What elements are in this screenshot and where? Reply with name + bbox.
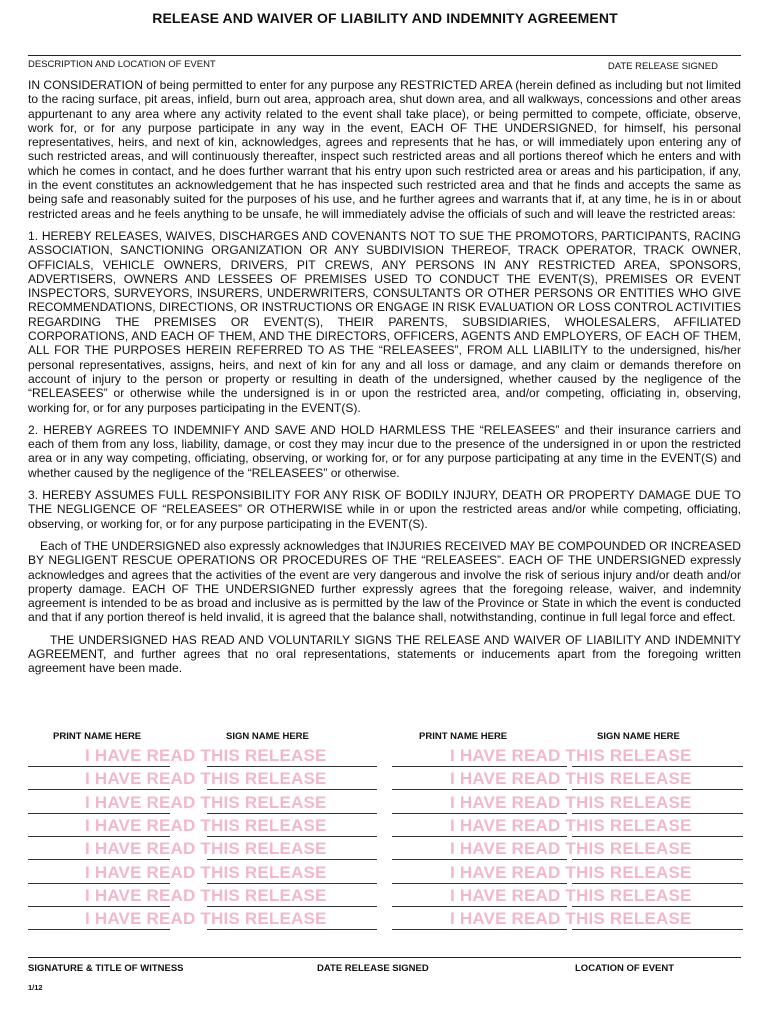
print-name-header-left: PRINT NAME HERE [53,731,142,742]
agreement-body [28,78,741,684]
print-name-line-left[interactable] [28,906,170,907]
print-name-line-right[interactable] [392,836,567,837]
print-name-line-right[interactable] [392,813,567,814]
print-name-line-left[interactable] [28,813,170,814]
date-signed-label: DATE RELEASE SIGNED [607,61,718,72]
print-name-header-right: PRINT NAME HERE [419,731,508,742]
sign-name-header-right: SIGN NAME HERE [597,731,680,742]
witness-signature-line[interactable] [28,957,741,958]
watermark-text: I HAVE READ THIS RELEASE [85,839,327,859]
watermark-text: I HAVE READ THIS RELEASE [85,885,327,905]
watermark-text: I HAVE READ THIS RELEASE [85,909,327,929]
footer-date-label: DATE RELEASE SIGNED [317,963,429,974]
sign-name-line-right[interactable] [572,836,743,837]
print-name-line-left[interactable] [28,766,170,767]
watermark-text: I HAVE READ THIS RELEASE [450,909,692,929]
print-name-line-right[interactable] [392,906,567,907]
watermark-text: I HAVE READ THIS RELEASE [450,769,692,789]
acknowledgement-paragraph: Each of THE UNDERSIGNED also expressly acknowledges that INJURIES RECEIVED MAY BE COMPOUNDED OR INCREASED BY NEGLIGENT RESCUE OPERATIONS OR PROCEDURES OF THE “RELEASEES”. EACH OF THE UNDERSIGNED expressly acknowledges and agrees that the activities of the event are very dangerous and involve the risk of serious injury and/or death and/or property damage. EACH OF THE UNDERSIGNED further expressly agrees that the foregoing release, waiver, and indemnity agreement is intended to be as broad and inclusive as is permitted by the law of the Province or State in which the event is conducted and that if any portion thereof is held invalid, it is agreed that the balance shall, notwithstanding, continue in full legal force and effect. [28,538,741,625]
print-name-line-left[interactable] [28,789,170,790]
sign-name-line-left[interactable] [207,789,377,790]
sign-name-line-right[interactable] [572,813,743,814]
sign-name-line-left[interactable] [207,836,377,837]
event-description-line[interactable] [28,55,741,56]
witness-label: SIGNATURE & TITLE OF WITNESS [28,963,184,974]
print-name-line-right[interactable] [392,859,567,860]
sign-name-line-right[interactable] [572,766,743,767]
release-clause: 1. HEREBY RELEASES, WAIVES, DISCHARGES AND COVENANTS NOT TO SUE THE PROMOTORS, PARTICIPANTS, RACING ASSOCIATION, SANCTIONING ORGANIZATION OR ANY SUBDIVISION THEREOF, TRACK OPERATOR, TRACK OWNER, OFFICIALS, VEHICLE OWNERS, DRIVERS, PIT CREWS, ANY PERSONS IN ANY RESTRICTED AREA, SPONSORS, ADVERTISERS, OWNERS AND LESSEES OF PREMISES USED TO CONDUCT THE EVENT(S), PREMISES OR EVENT INSPECTORS, SURVEYORS, INSURERS, UNDERWRITERS, CONSULTANTS OR OTHER PERSONS OR ENTITIES WHO GIVE RECOMMENDATIONS, DIRECTIONS, OR INSTRUCTIONS OR ENGAGE IN RISK EVALUATION OR LOSS CONTROL ACTIVITIES REGARDING THE PREMISES OR EVENT(S), THEIR PARENTS, SUBSIDIARIES, WHOLESALERS, AFFILIATED CORPORATIONS, AND EACH OF THEM, AND THE DIRECTORS, OFFICERS, AGENTS AND EMPLOYERS, OF EACH OF THEM, ALL FOR THE PURPOSES HEREIN REFERRED TO AS THE “RELEASEES”, FROM ALL LIABILITY to the undersigned, his/her personal representatives, assigns, heirs, and next of kin for any and all loss or damage, and any claim or demands therefore on account of injury to the person or property or resulting in death of the undersigned, whether caused by the negligence of the “RELEASEES” or otherwise while the undersigned is in or upon the restricted area, and/or competing, officiating in, observing, working for, or for any purposes participating in the EVENT(S). [28,228,741,415]
assume-risk-clause: 3. HEREBY ASSUMES FULL RESPONSIBILITY FOR ANY RISK OF BODILY INJURY, DEATH OR PROPERTY DAMAGE DUE TO THE NEGLIGENCE OF “RELEASEES” OR OTHERWISE while in or upon the restricted areas and/or while competing, officiating, observing, or working for, or for any purpose participating in the EVENT(S). [28,488,741,531]
indemnify-clause: 2. HEREBY AGREES TO INDEMNIFY AND SAVE AND HOLD HARMLESS THE “RELEASEES” and their insurance carriers and each of them from any loss, liability, damage, or cost they may incur due to the presence of the undersigned in or upon the restricted area or in any way competing, officiating, observing, or working for, or for any purpose participating at any time in the EVENT(S) and whether caused by the negligence of the “RELEASEES” or otherwise. [28,422,741,480]
watermark-text: I HAVE READ THIS RELEASE [450,815,692,835]
print-name-line-right[interactable] [392,766,567,767]
sign-name-line-right[interactable] [572,906,743,907]
sign-name-line-left[interactable] [207,766,377,767]
sign-name-line-right[interactable] [572,789,743,790]
consideration-paragraph: IN CONSIDERATION of being permitted to enter for any purpose any RESTRICTED AREA (herein defined as including but not limited to the racing surface, pit areas, infield, burn out area, approach area, shut down area, and all walkways, concessions and other areas appurtenant to any area where any activity related to the event shall take place), or being permitted to compete, officiate, observe, work for, or for any purpose participate in any way in the event, EACH OF THE UNDERSIGNED, for himself, his personal representatives, heirs, and next of kin, acknowledges, agrees and represents that he has, or will immediately upon entering any of such restricted areas, and will continuously thereafter, inspect such restricted areas and all portions thereof which he enters and with which he comes in contact, and he does further warrant that his entry upon such restricted area or areas and his participation, if any, in the event constitutes an acknowledgement that he has inspected such restricted area and that he finds and accepts the same as being safe and reasonably suited for the purposes of his use, and he further agrees and warrants that if, at any time, he is in or about restricted areas and he feels anything to be unsafe, he will immediately advise the officials of such and will leave the restricted areas: [28,78,741,221]
watermark-text: I HAVE READ THIS RELEASE [450,862,692,882]
watermark-text: I HAVE READ THIS RELEASE [85,769,327,789]
sign-name-line-right[interactable] [572,859,743,860]
document-title: RELEASE AND WAIVER OF LIABILITY AND INDEMNITY AGREEMENT [152,10,618,26]
watermark-text: I HAVE READ THIS RELEASE [450,885,692,905]
watermark-text: I HAVE READ THIS RELEASE [85,815,327,835]
watermark-text: I HAVE READ THIS RELEASE [450,792,692,812]
print-name-line-left[interactable] [28,859,170,860]
sign-name-line-left[interactable] [207,859,377,860]
sign-name-line-right[interactable] [572,929,743,930]
watermark-text: I HAVE READ THIS RELEASE [450,839,692,859]
watermark-text: I HAVE READ THIS RELEASE [85,862,327,882]
print-name-line-left[interactable] [28,836,170,837]
sign-name-line-right[interactable] [572,883,743,884]
watermark-text: I HAVE READ THIS RELEASE [450,746,692,765]
sign-name-line-left[interactable] [207,906,377,907]
voluntary-signing-paragraph: THE UNDERSIGNED HAS READ AND VOLUNTARILY SIGNS THE RELEASE AND WAIVER OF LIABILITY AND INDEMNITY AGREEMENT, and further agrees that no oral representations, statements or inducements apart from the foregoing written agreement have been made. [28,632,741,676]
sign-name-header-left: SIGN NAME HERE [226,731,309,742]
sign-name-line-left[interactable] [207,883,377,884]
print-name-line-left[interactable] [28,929,170,930]
sign-name-line-left[interactable] [207,813,377,814]
sign-name-line-left[interactable] [207,929,377,930]
print-name-line-right[interactable] [392,929,567,930]
print-name-line-left[interactable] [28,883,170,884]
print-name-line-right[interactable] [392,883,567,884]
print-name-line-right[interactable] [392,789,567,790]
page-number: 1/12 [28,983,43,992]
watermark-text: I HAVE READ THIS RELEASE [85,792,327,812]
location-label: LOCATION OF EVENT [575,963,675,974]
event-description-label: DESCRIPTION AND LOCATION OF EVENT [28,59,216,70]
watermark-text: I HAVE READ THIS RELEASE [85,746,327,765]
